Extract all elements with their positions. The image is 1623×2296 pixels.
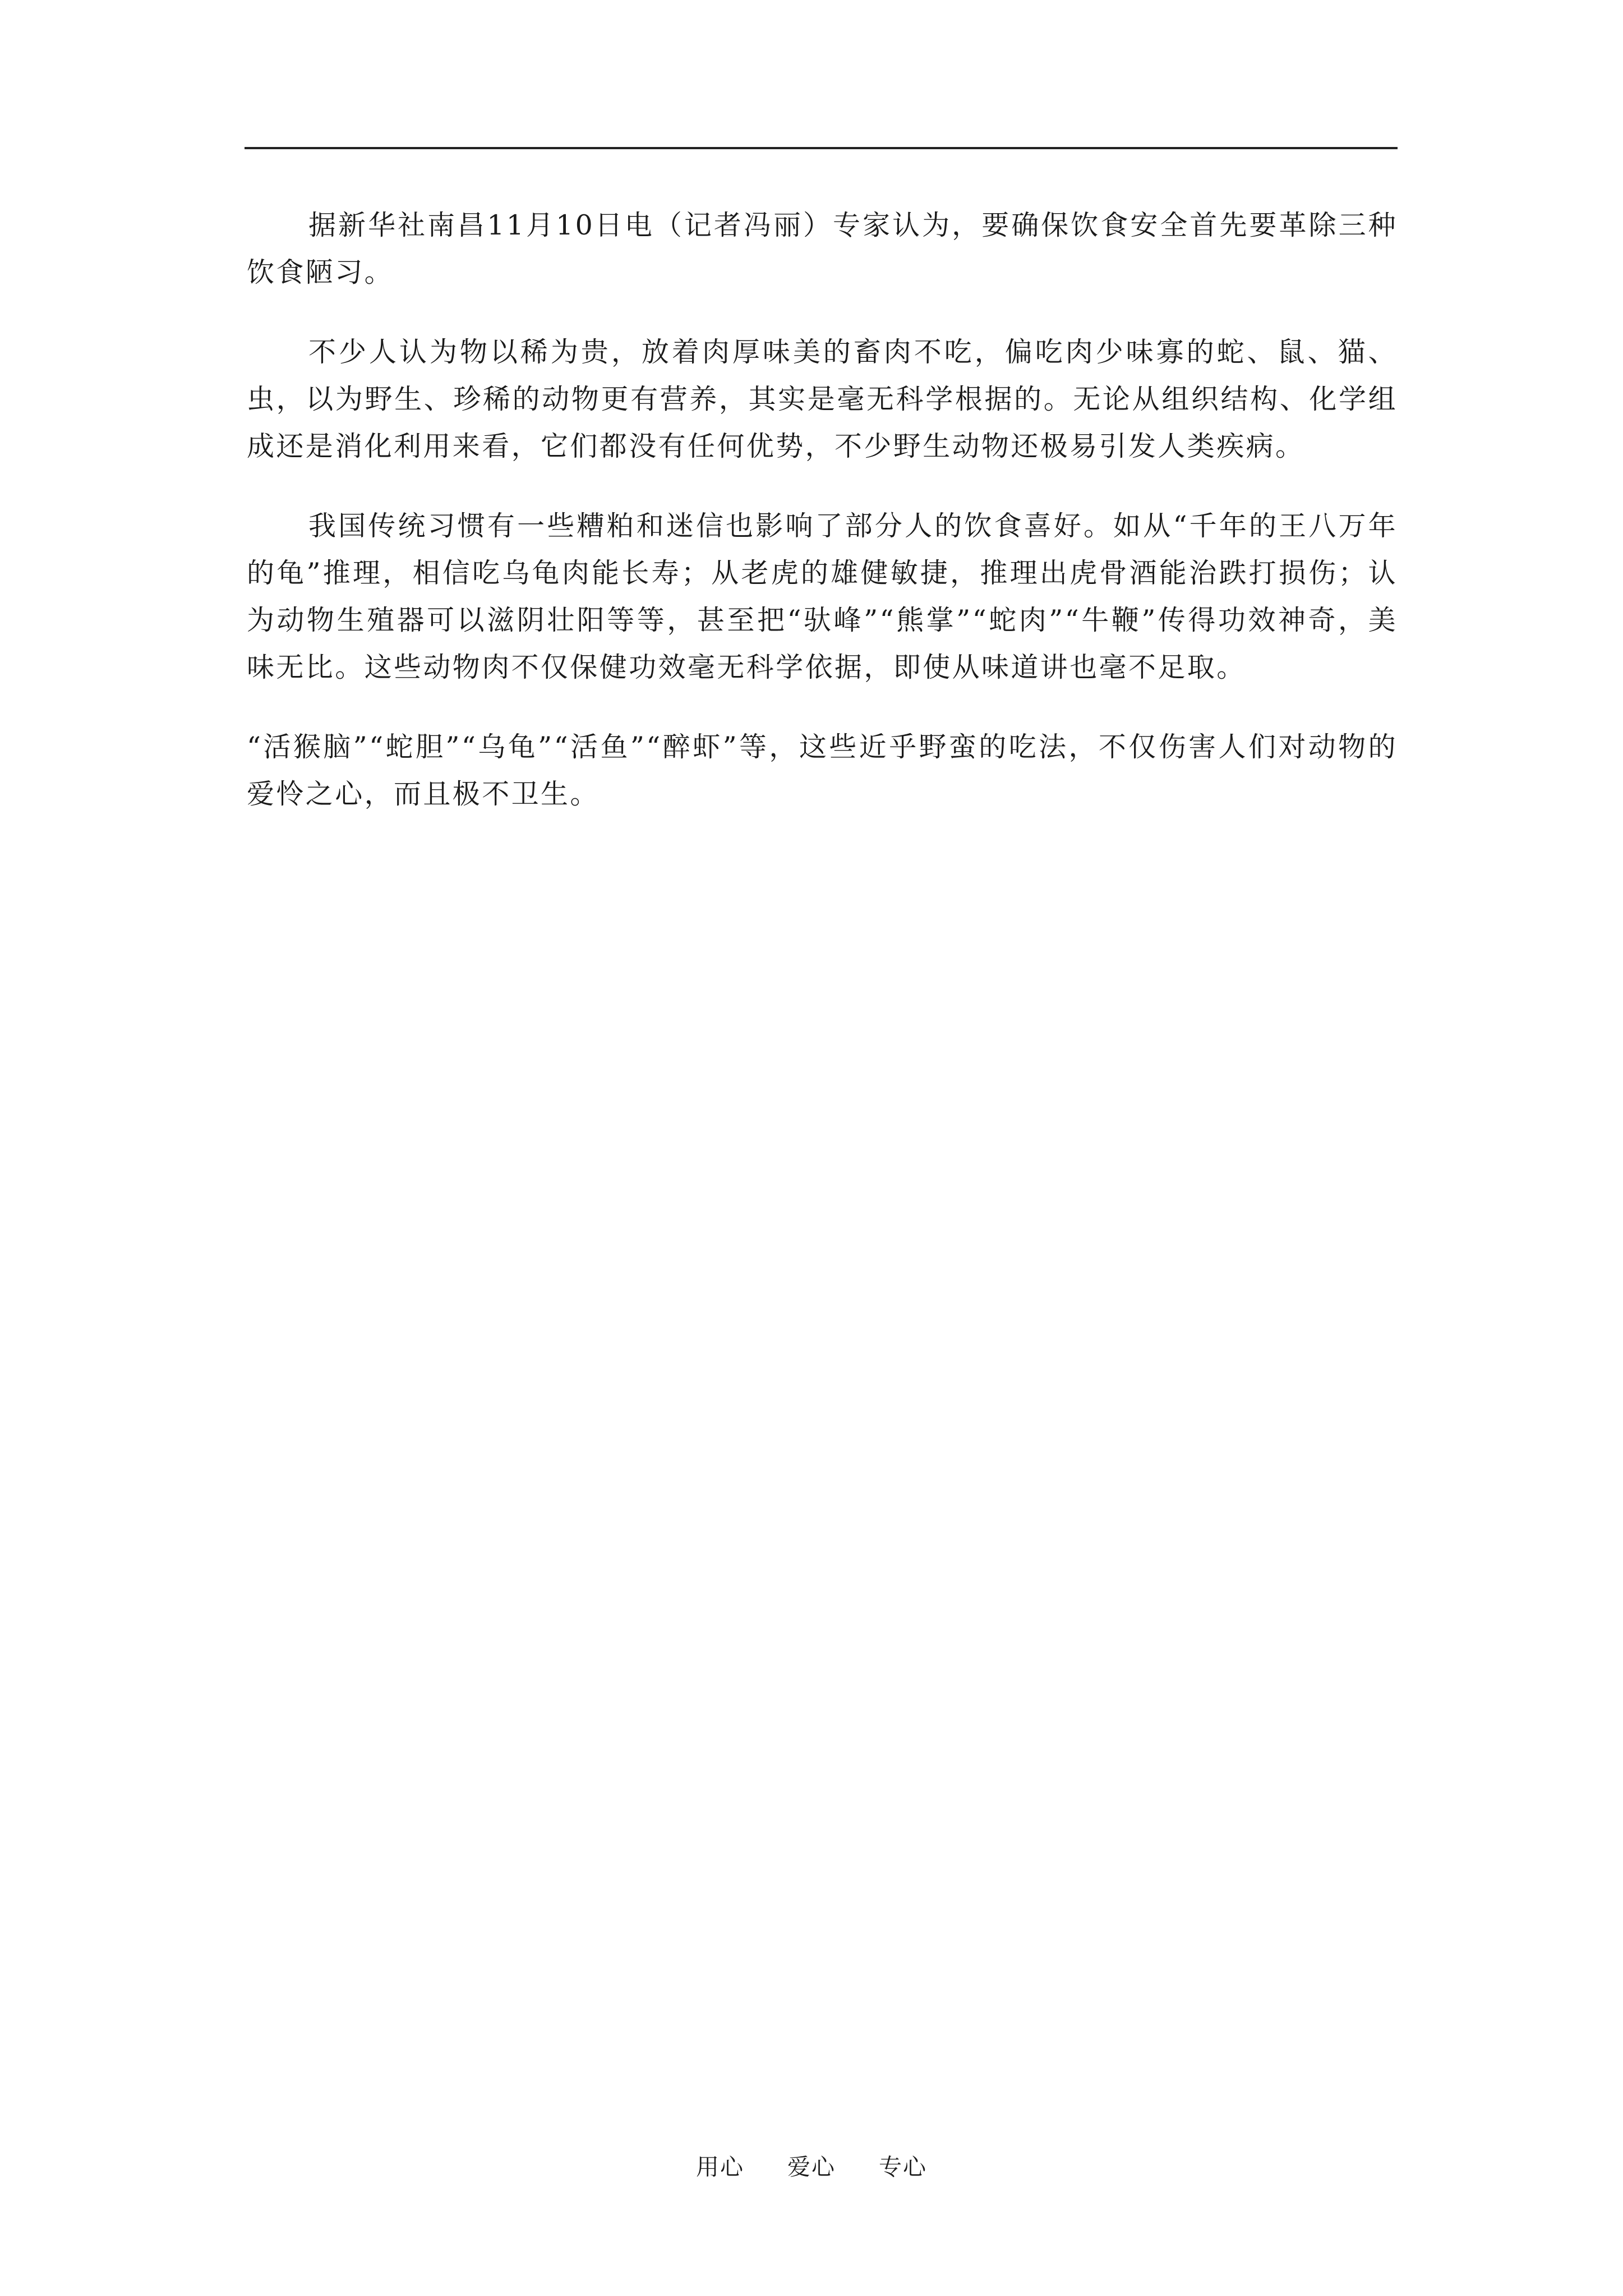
article-paragraph: 我国传统习惯有一些糟粕和迷信也影响了部分人的饮食喜好。如从“千年的王八万年的龟”推理，相信吃乌龟肉能长寿；从老虎的雄健敏捷，推理出虎骨酒能治跌打损伤；认为动物生殖器可以滋阴壮阳等等，甚至把“驮峰”“熊掌”“蛇肉”“牛鞭”传得功效神奇，美味无比。这些动物肉不仅保健功效毫无科学依据，即使从味道讲也毫不足取。 bbox=[247, 510, 1398, 683]
header-rule bbox=[245, 147, 1398, 149]
footer-motto: 专心 bbox=[879, 2154, 928, 2180]
article-paragraph: “活猴脑”“蛇胆”“乌龟”“活鱼”“醉虾”等，这些近乎野蛮的吃法，不仅伤害人们对动物的爱怜之心，而且极不卫生。 bbox=[247, 731, 1398, 810]
article-paragraph: 不少人认为物以稀为贵，放着肉厚味美的畜肉不吃，偏吃肉少味寡的蛇、鼠、猫、虫，以为野生、珍稀的动物更有营养，其实是毫无科学根据的。无论从组织结构、化学组成还是消化利用来看，它们都没有任何优势，不少野生动物还极易引发人类疾病。 bbox=[247, 336, 1398, 462]
footer-motto: 用心 bbox=[695, 2154, 744, 2180]
footer-motto: 爱心 bbox=[787, 2154, 836, 2180]
article-body bbox=[247, 202, 1398, 850]
article-paragraph: 据新华社南昌11月10日电（记者冯丽）专家认为，要确保饮食安全首先要革除三种饮食陋习。 bbox=[247, 209, 1398, 288]
page-footer bbox=[0, 2151, 1623, 2183]
